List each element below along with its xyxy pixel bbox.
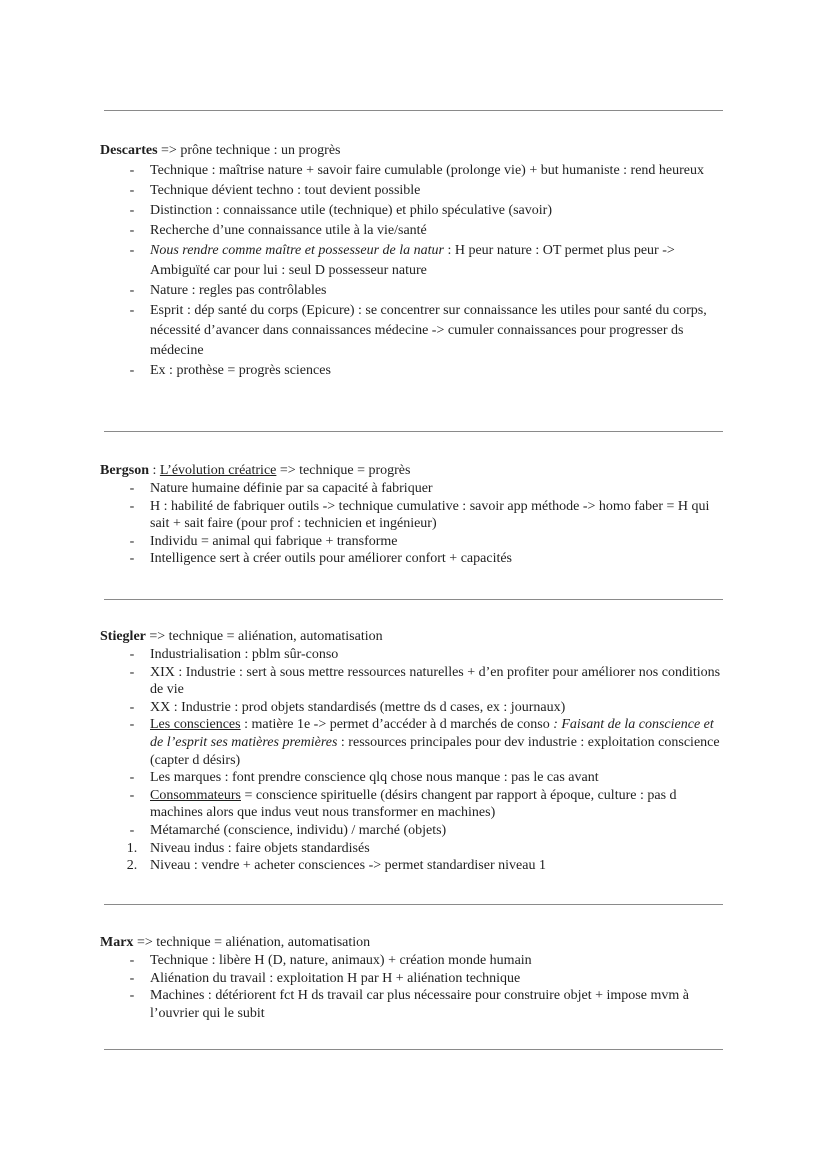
bullet-list [100,952,700,1022]
item-text: Métamarché (conscience, individu) / marché (objets) [150,822,447,838]
author-name: Marx [100,935,134,950]
list-item [100,646,730,664]
bullet-list [100,161,730,381]
bullet-marker: - [129,664,135,680]
item-text: : ressources principales pour dev industrie : exploitation conscience (capter d désirs) [150,734,720,768]
heading-text: => technique = aliénation, automatisation [145,629,383,644]
bullet-marker: - [129,647,135,662]
bullet-marker: - [129,498,135,514]
author-name: Descartes [100,143,158,158]
list-item [100,221,730,241]
bullet-marker: - [129,822,135,838]
underlined-term: Consommateurs [150,787,241,803]
list-item [100,361,730,381]
bullet-marker: - [129,551,135,567]
bullet-marker: - [129,363,135,378]
heading-text: => technique = aliénation, automatisation [133,935,371,950]
list-item [100,699,730,717]
item-text: Intelligence sert à créer outils pour améliorer confort + capacités [150,551,513,567]
item-text: Niveau : vendre + acheter consciences -> permet standardiser niveau 1 [150,858,546,874]
bullet-list [100,646,730,875]
item-text: Individu = animal qui fabrique + transforme [150,533,398,549]
item-text: : H peur nature : OT permet plus peur -> Ambiguïté car pour lui : seul D possesseur nature [150,243,675,278]
item-text: Technique : maîtrise nature + savoir faire cumulable (prolonge vie) + but humaniste : rend heureux [150,163,705,178]
list-item [100,533,730,551]
quote-text: Nous rendre comme maître et possesseur de la natur [150,243,444,258]
heading-separator: : [149,463,160,478]
bullet-marker: - [129,533,135,549]
section-heading [100,141,730,161]
bullet-marker: - [129,243,135,258]
bullet-marker: - [129,303,135,318]
bullet-list [100,480,730,568]
bullet-marker: - [129,988,135,1004]
work-title: L’évolution créatrice [159,463,277,478]
list-item [100,987,700,1022]
horizontal-rule [104,110,723,111]
list-item [100,550,730,568]
bullet-marker: - [129,283,135,298]
bullet-marker: - [129,770,135,786]
item-text: Machines : détériorent fct H ds travail car plus nécessaire pour construire objet + impose mvm à l’ouvrier qui le subit [150,988,689,1021]
bullet-marker: - [129,953,135,968]
bullet-marker: - [129,717,135,733]
list-item [100,241,730,281]
section-descartes [100,141,730,381]
number-marker: 2. [126,858,138,874]
underlined-term: Les consciences [150,717,241,733]
list-item [100,181,730,201]
heading-text: => prône technique : un progrès [157,143,341,158]
item-text: Technique : libère H (D, nature, animaux) + création monde humain [150,953,532,968]
item-text: : matière 1e -> permet d’accéder à d marchés de conso [240,717,554,733]
bullet-marker: - [129,203,135,218]
list-item [100,161,730,181]
list-item [100,822,730,840]
list-item [100,281,730,301]
bullet-marker: - [129,183,135,198]
list-item [100,769,730,787]
item-text: Nature humaine définie par sa capacité à fabriquer [150,481,433,496]
bullet-marker: - [129,481,135,496]
item-text: Les marques : font prendre conscience qlq chose nous manque : pas le cas avant [150,770,599,786]
bullet-marker: - [129,970,135,986]
item-text: Ex : prothèse = progrès sciences [150,363,331,378]
section-heading [100,628,730,646]
list-item [100,201,730,221]
bullet-marker: - [129,223,135,238]
horizontal-rule [104,904,723,905]
list-item [100,301,730,361]
item-text: Recherche d’une connaissance utile à la vie/santé [150,223,427,238]
number-marker: 1. [126,840,138,856]
author-name: Bergson [100,463,149,478]
item-text: Technique dévient techno : tout devient possible [150,183,421,198]
list-item [100,970,700,988]
horizontal-rule [104,431,723,432]
horizontal-rule [104,599,723,600]
section-heading [100,462,730,480]
item-text: = conscience spirituelle (désirs changent par rapport à époque, culture : pas d machines alors que indus veut nous transformer en machines) [150,787,677,821]
bullet-marker: - [129,787,135,803]
item-text: Aliénation du travail : exploitation H par H + aliénation technique [150,970,521,986]
horizontal-rule [104,1049,723,1050]
item-text: Industrialisation : pblm sûr-conso [150,647,339,662]
section-marx [100,934,730,1022]
list-item [100,952,700,970]
list-item [100,664,730,699]
bullet-marker: - [129,699,135,715]
section-stiegler [100,628,730,875]
item-text: Niveau indus : faire objets standardisés [150,840,370,856]
item-text: Esprit : dép santé du corps (Epicure) : se concentrer sur connaissance les utiles pour santé du corps, nécessité d’avancer dans connaissances médecine -> cumuler connaissances pour progresser ds médecine [150,303,707,358]
item-text: Nature : regles pas contrôlables [150,283,327,298]
list-item [100,716,730,769]
list-item [100,787,730,822]
item-text: Distinction : connaissance utile (technique) et philo spéculative (savoir) [150,203,552,218]
numbered-item [100,857,730,875]
item-text: XX : Industrie : prod objets standardisés (mettre ds d cases, ex : journaux) [150,699,566,715]
numbered-item [100,840,730,858]
item-text: H : habilité de fabriquer outils -> technique cumulative : savoir app méthode -> homo faber = H qui sait + sait faire (pour prof : technicien et ingénieur) [150,498,710,532]
heading-text: => technique = progrès [276,463,411,478]
list-item [100,498,730,533]
item-text: XIX : Industrie : sert à sous mettre ressources naturelles + d’en profiter pour améliorer nos conditions de vie [150,664,721,698]
section-heading [100,934,730,952]
quote-text: : Faisant de la conscience et de l’esprit ses matières premières [150,717,714,750]
list-item [100,480,730,498]
bullet-marker: - [129,163,135,178]
section-bergson [100,462,730,568]
author-name: Stiegler [100,629,146,644]
